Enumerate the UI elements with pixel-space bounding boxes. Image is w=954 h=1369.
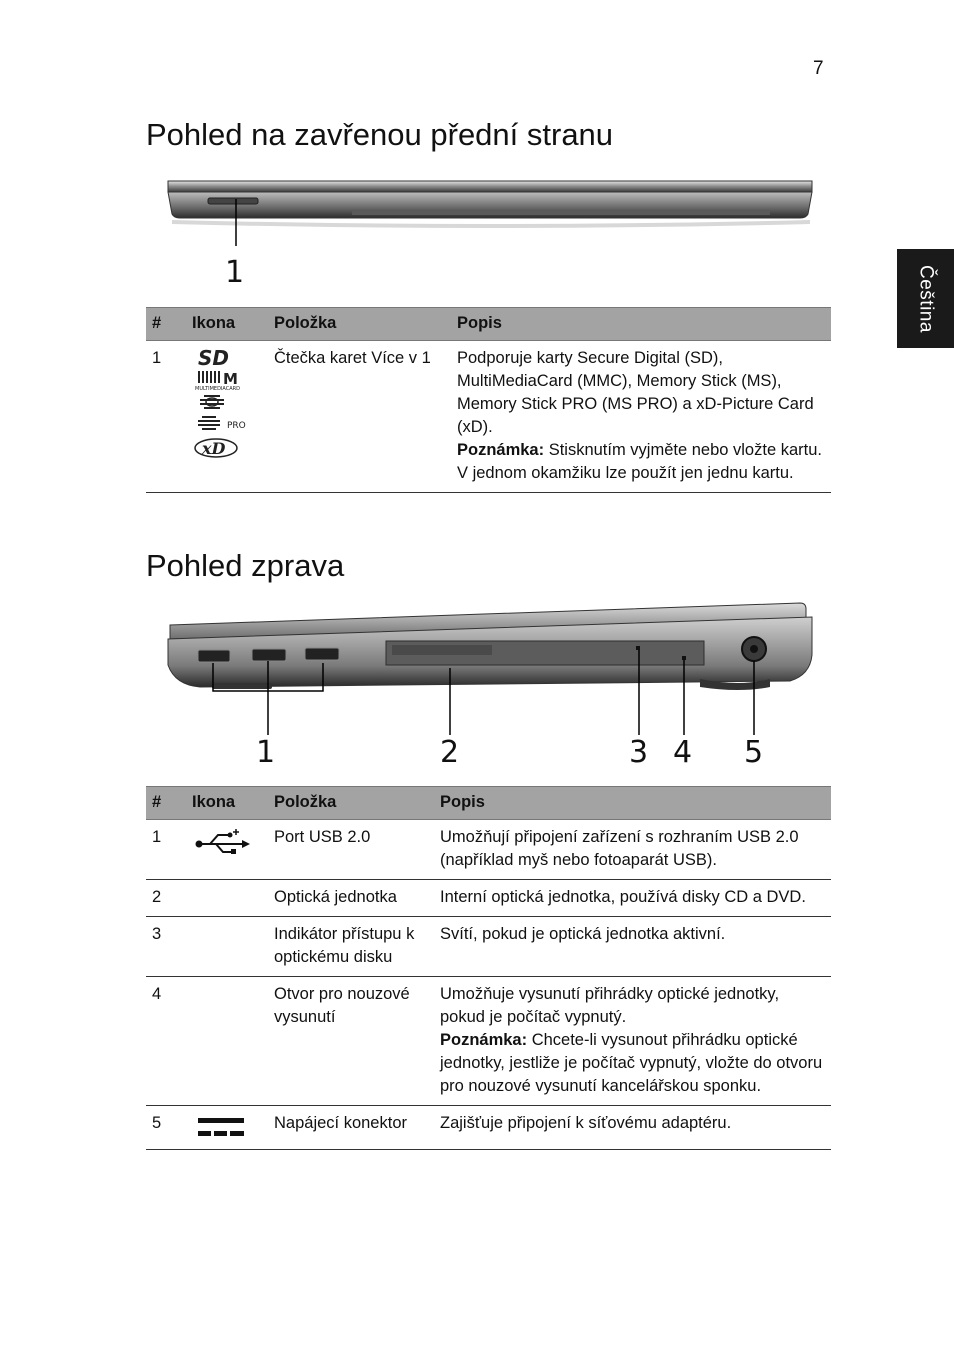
- front-table-row: [146, 341, 831, 493]
- right-table-row: [146, 917, 831, 977]
- front-view-illustration: [0, 172, 954, 292]
- note-text: Stisknutím vyjměte nebo vložte kartu. V jednom okamžiku lze použít jen jednu kartu.: [457, 441, 822, 482]
- right-header-desc: Popis: [434, 787, 831, 820]
- front-header-num: #: [146, 308, 186, 341]
- row-item: Napájecí konektor: [268, 1106, 434, 1150]
- row-item: Port USB 2.0: [268, 820, 434, 880]
- svg-text:PRO: PRO: [227, 421, 246, 431]
- card-reader-icons: [186, 341, 268, 493]
- row-icon-empty: [186, 880, 268, 917]
- right-header-num: #: [146, 787, 186, 820]
- right-table-row: [146, 820, 831, 880]
- note-label: Poznámka:: [440, 1031, 528, 1049]
- row-item: Otvor pro nouzové vysunutí: [268, 977, 434, 1106]
- row-item: Čtečka karet Více v 1: [268, 341, 451, 493]
- row-description: Umožňují připojení zařízení s rozhraním USB 2.0 (například myš nebo fotoaparát USB).: [434, 820, 831, 880]
- row-item: Indikátor přístupu k optickému disku: [268, 917, 434, 977]
- right-callout-5: 5: [744, 735, 764, 770]
- right-view-illustration: [0, 595, 954, 735]
- right-view-title: Pohled zprava: [146, 548, 345, 583]
- svg-text:SD: SD: [198, 347, 230, 370]
- front-header-desc: Popis: [451, 308, 831, 341]
- row-number: 3: [146, 917, 186, 977]
- right-table-row: [146, 880, 831, 917]
- front-header-icon: Ikona: [186, 308, 268, 341]
- right-callout-1: 1: [256, 735, 276, 770]
- row-icon-empty: [186, 977, 268, 1106]
- row-number: 2: [146, 880, 186, 917]
- row-number: 4: [146, 977, 186, 1106]
- right-table-row: [146, 977, 831, 1106]
- row-description: [434, 977, 831, 1106]
- right-table-row: [146, 1106, 831, 1150]
- right-callout-2: 2: [440, 735, 460, 770]
- svg-text:MULTIMEDIACARD: MULTIMEDIACARD: [195, 386, 240, 392]
- row-description: Interní optická jednotka, používá disky CD a DVD.: [434, 880, 831, 917]
- right-header-item: Položka: [268, 787, 434, 820]
- sd-mmc-ms-xd-icon: [192, 347, 258, 459]
- language-tab-label: Čeština: [915, 264, 937, 333]
- front-view-table: [146, 307, 831, 493]
- svg-text:M: M: [223, 370, 238, 388]
- row-description-text: Podporuje karty Secure Digital (SD), MultiMediaCard (MMC), Memory Stick (MS), Memory Stick PRO (MS PRO) a xD-Picture Card (xD).: [457, 349, 814, 436]
- row-item: Optická jednotka: [268, 880, 434, 917]
- row-icon-empty: [186, 917, 268, 977]
- note-label: Poznámka:: [457, 441, 545, 459]
- right-table-header-row: [146, 787, 831, 820]
- page-number: 7: [813, 58, 824, 79]
- right-header-icon: Ikona: [186, 787, 268, 820]
- usb-icon: [186, 820, 268, 880]
- row-description: Zajišťuje připojení k síťovému adaptéru.: [434, 1106, 831, 1150]
- row-description-text: Umožňuje vysunutí přihrádky optické jednotky, pokud je počítač vypnutý.: [440, 985, 780, 1026]
- right-view-table: [146, 786, 831, 1150]
- dc-power-icon: [186, 1106, 268, 1150]
- right-callout-4: 4: [673, 735, 693, 770]
- note-text: Chcete-li vysunout přihrádku optické jednotky, jestliže je počítač vypnutý, vložte do otvoru pro nouzové vysunutí kancelářskou sponku.: [440, 1031, 823, 1095]
- front-table-header-row: [146, 308, 831, 341]
- row-description: [451, 341, 831, 493]
- front-view-title: Pohled na zavřenou přední stranu: [146, 117, 614, 152]
- front-callout-1: 1: [225, 255, 245, 290]
- row-number: 5: [146, 1106, 186, 1150]
- row-description: Svítí, pokud je optická jednotka aktivní.: [434, 917, 831, 977]
- row-number: 1: [146, 341, 186, 493]
- right-callout-3: 3: [629, 735, 649, 770]
- svg-text:xD: xD: [202, 439, 226, 458]
- front-header-item: Položka: [268, 308, 451, 341]
- row-number: 1: [146, 820, 186, 880]
